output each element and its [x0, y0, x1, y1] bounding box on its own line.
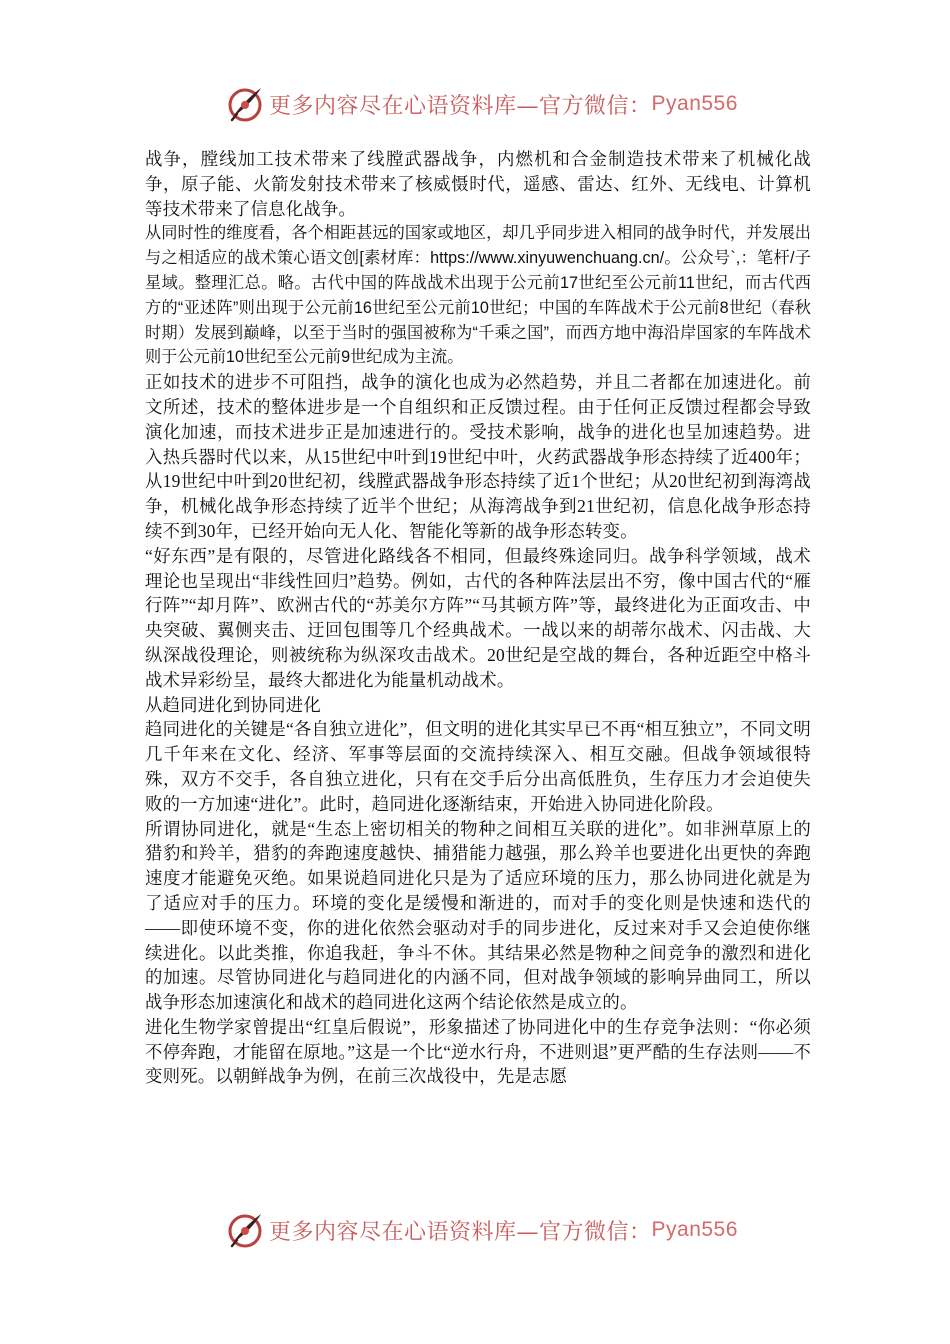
quill-logo-icon: [225, 1210, 265, 1250]
header-banner: [225, 82, 745, 126]
banner-wechat-id: Pyan556: [651, 1218, 738, 1241]
banner-text: 更多内容尽在心语资料库—官方微信：: [269, 1219, 652, 1245]
section-heading: 从趋同进化到协同进化: [145, 694, 321, 715]
banner-text: 更多内容尽在心语资料库—官方微信：: [269, 93, 652, 119]
paragraph: 趋同进化的关键是“各自独立进化”，但文明的进化其实早已不再“相互独立”，不同文明几千年来在文化、经济、军事等层面的交流持续深入、相互交融。但战争领域很特殊，双方不交手，各自独立进化，只有在交手后分出高低胜负，生存压力才会迫使失败的一方加速“进化”。此时，趋同进化逐渐结束，开始进入协同进化阶段。: [145, 719, 811, 814]
banner-wechat-id: Pyan556: [651, 92, 738, 115]
quill-logo-icon: [225, 84, 265, 124]
paragraph: 所谓协同进化，就是“生态上密切相关的物种之间相互关联的进化”。如非洲草原上的猎豹和羚羊，猎豹的奔跑速度越快、捕猎能力越强，那么羚羊也要进化出更快的奔跑速度才能避免灭绝。如果说趋同进化只是为了适应环境的压力，那么协同进化就是为了适应对手的压力。环境的变化是缓慢和渐进的，而对手的变化则是快速和迭代的——即使环境不变，你的进化依然会驱动对手的同步进化，反过来对手又会迫使你继续进化。以此类推，你追我赶，争斗不休。其结果必然是物种之间竞争的激烈和进化的加速。尽管协同进化与趋同进化的内涵不同，但对战争领域的影响异曲同工，所以战争形态加速演化和战术的趋同进化这两个结论依然是成立的。: [145, 818, 811, 1013]
footer-banner: [225, 1208, 745, 1252]
paragraph: 战争，膛线加工技术带来了线膛武器战争，内燃机和合金制造技术带来了机械化战争，原子能、火箭发射技术带来了核威慑时代，遥感、雷达、红外、无线电、计算机等技术带来了信息化战争。: [145, 149, 811, 219]
paragraph: “好东西”是有限的，尽管进化路线各不相同，但最终殊途同归。战争科学领域，战术理论也呈现出“非线性回归”趋势。例如，古代的各种阵法层出不穷，像中国古代的“雁行阵”“却月阵”、欧洲古代的“苏美尔方阵”“马其顿方阵”等，最终进化为正面攻击、中央突破、翼侧夹击、迂回包围等几个经典战术。一战以来的胡蒂尔战术、闪击战、大纵深战役理论，则被统称为纵深攻击战术。20世纪是空战的舞台，各种近距空中格斗战术异彩纷呈，最终大都进化为能量机动战术。: [145, 545, 811, 690]
paragraph: 正如技术的进步不可阻挡，战争的演化也成为必然趋势，并且二者都在加速进化。前文所述，技术的整体进步是一个自组织和正反馈过程。由于任何正反馈过程都会导致演化加速，而技术进步正是加速进行的。受技术影响，战争的进化也呈加速趋势。进入热兵器时代以来，从15世纪中叶到19世纪中叶，火药武器战争形态持续了近400年；从19世纪中叶到20世纪初，线膛武器战争形态持续了近1个世纪；从20世纪初到海湾战争，机械化战争形态持续了近半个世纪；从海湾战争到21世纪初，信息化战争形态持续不到30年，已经开始向无人化、智能化等新的战争形态转变。: [145, 372, 811, 541]
article-body: [145, 147, 811, 1089]
paragraph: 从同时性的维度看，各个相距甚远的国家或地区，却几乎同步进入相同的战争时代，并发展出与之相适应的战术策心语文创[素材库：https://www.xinyuwenchuang.cn/。公众号`,：笔杆/子星域。整理汇总。略。古代中国的阵战战术出现于公元前17世纪至公元前11世纪，而古代西方的“亚述阵”则出现于公元前16世纪至公元前10世纪；中国的车阵战术于公元前8世纪（春秋时期）发展到巅峰，以至于当时的强国被称为“千乘之国”，而西方地中海沿岸国家的车阵战术则于公元前10世纪至公元前9世纪成为主流。: [145, 224, 811, 367]
paragraph: 进化生物学家曾提出“红皇后假说”，形象描述了协同进化中的生存竞争法则：“你必须不停奔跑，才能留在原地。”这是一个比“逆水行舟，不进则退”更严酷的生存法则——不变则死。以朝鲜战争为例，在前三次战役中，先是志愿: [145, 1016, 811, 1087]
